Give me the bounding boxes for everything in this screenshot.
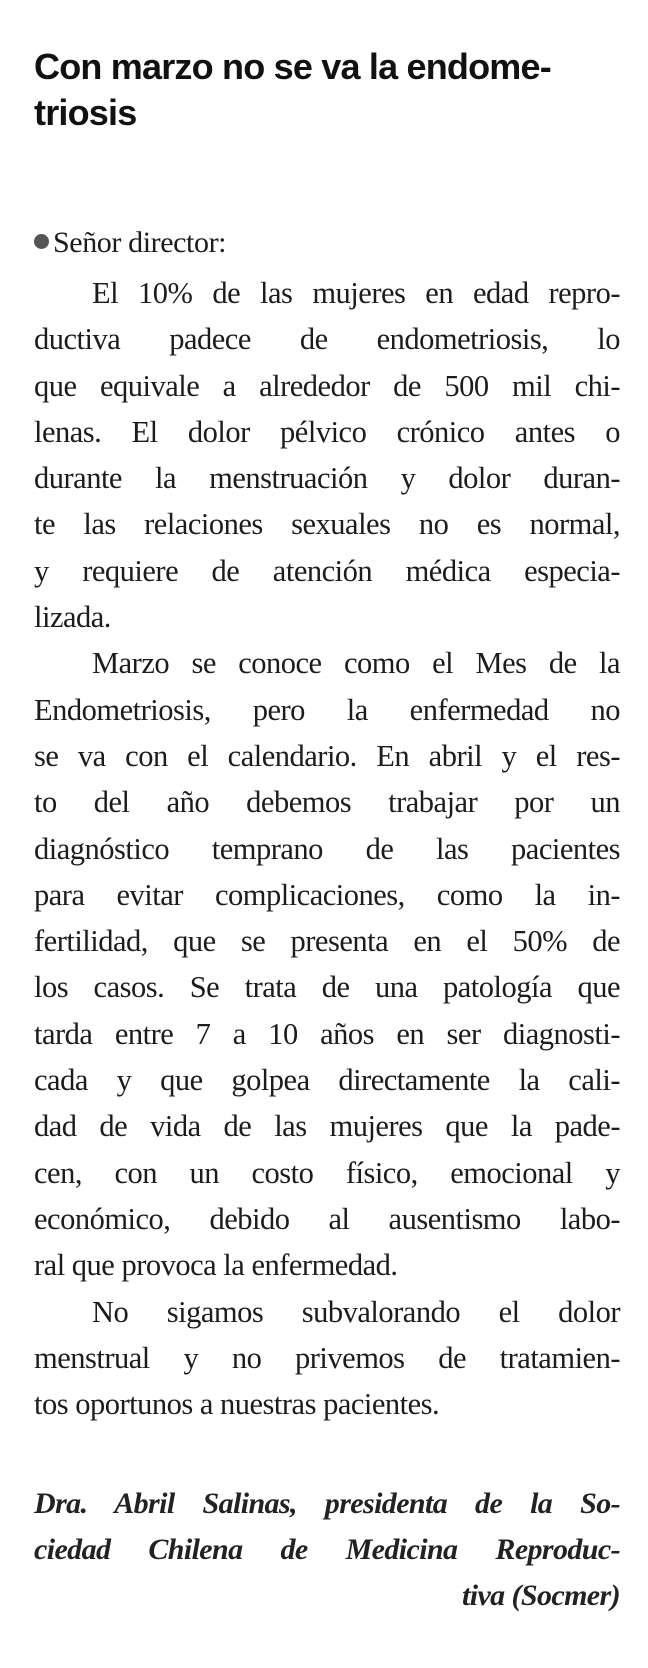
- paragraph-line: Marzo se conoce como el Mes de la: [92, 646, 620, 681]
- headline-line: triosis: [34, 92, 137, 133]
- paragraph-line: to del año debemos trabajar por un: [34, 785, 620, 820]
- paragraph-line: tarda entre 7 a 10 años en ser diagnosti-: [34, 1016, 620, 1051]
- paragraph-line: se va con el calendario. En abril y el res-: [34, 738, 620, 773]
- headline-line: Con marzo no se va la endome-: [34, 46, 551, 87]
- bullet-icon: [34, 234, 49, 249]
- paragraph-line: y requiere de atención médica especia-: [34, 553, 620, 588]
- paragraph-line: dad de vida de las mujeres que la pade-: [34, 1109, 620, 1144]
- paragraph-line: Endometriosis, pero la enfermedad no: [34, 692, 620, 727]
- paragraph-line: durante la menstruación y dolor duran-: [34, 461, 620, 496]
- paragraph-line: que equivale a alrededor de 500 mil chi-: [34, 368, 620, 403]
- paragraph-line: lizada.: [34, 600, 111, 635]
- paragraph-line: ductiva padece de endometriosis, lo: [34, 322, 620, 357]
- paragraph-line: económico, debido al ausentismo labo-: [34, 1201, 620, 1236]
- paragraph-line: lenas. El dolor pélvico crónico antes o: [34, 414, 620, 449]
- paragraph-line: cen, con un costo físico, emocional y: [34, 1155, 620, 1190]
- signature-line: tiva (Socmer): [462, 1579, 620, 1613]
- paragraph-line: menstrual y no privemos de tratamien-: [34, 1340, 620, 1375]
- paragraph-line: para evitar complicaciones, como la in-: [34, 877, 620, 912]
- signature-line: ciedad Chilena de Medicina Reproduc-: [34, 1533, 620, 1567]
- headline: [34, 44, 620, 136]
- paragraph-line: tos oportunos a nuestras pacientes.: [34, 1387, 440, 1422]
- paragraph-line: fertilidad, que se presenta en el 50% de: [34, 924, 620, 959]
- paragraph-line: los casos. Se trata de una patología que: [34, 970, 620, 1005]
- paragraph-1: [34, 270, 620, 640]
- salutation: [34, 224, 620, 262]
- paragraph-line: ral que provoca la enfermedad.: [34, 1248, 398, 1283]
- paragraph-line: cada y que golpea directamente la cali-: [34, 1063, 620, 1098]
- paragraph-line: El 10% de las mujeres en edad repro-: [92, 276, 620, 310]
- paragraph-line: diagnóstico temprano de las pacientes: [34, 831, 620, 866]
- paragraph-3: [34, 1289, 620, 1428]
- signature-line: Dra. Abril Salinas, presidenta de la So-: [34, 1487, 620, 1521]
- salutation-text: Señor director:: [53, 226, 227, 259]
- signature: [34, 1481, 620, 1619]
- paragraph-line: No sigamos subvalorando el dolor: [92, 1294, 620, 1329]
- paragraph-line: te las relaciones sexuales no es normal,: [34, 507, 620, 542]
- paragraph-2: [34, 640, 620, 1288]
